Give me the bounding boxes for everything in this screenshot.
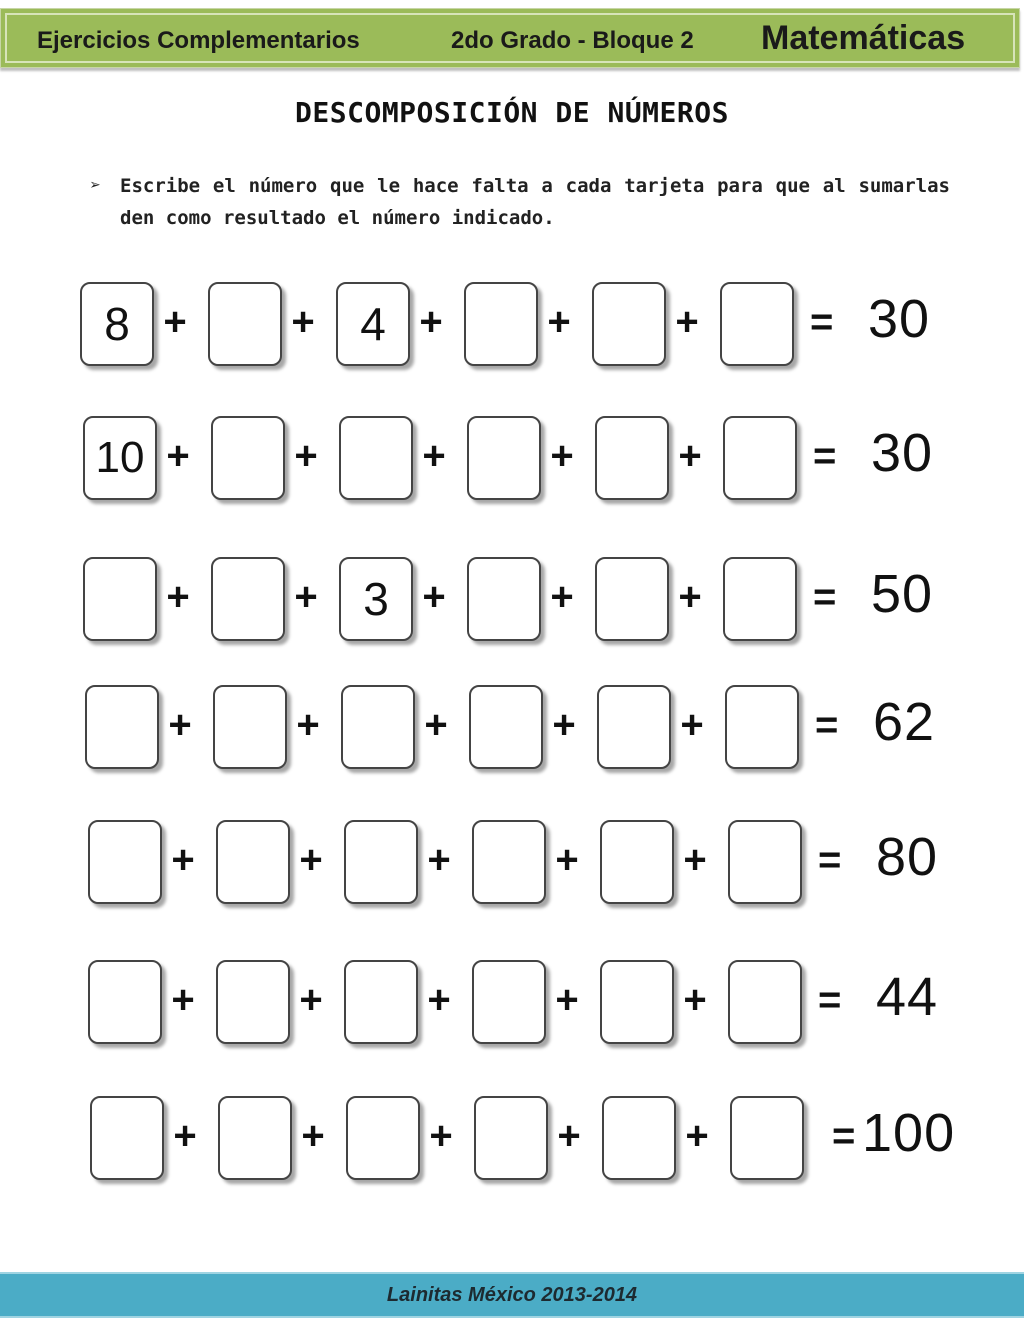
exercise-row xyxy=(88,960,968,1050)
plus-sign: + xyxy=(675,300,699,344)
plus-sign: + xyxy=(171,838,195,882)
blank-card[interactable] xyxy=(346,1096,420,1180)
blank-card[interactable] xyxy=(469,685,543,769)
equals-sign: = xyxy=(818,978,842,1022)
exercise-row xyxy=(90,1096,970,1186)
blank-card[interactable] xyxy=(730,1096,804,1180)
plus-sign: + xyxy=(291,300,315,344)
instruction-text: Escribe el número que le hace falta a cada tarjeta para que al sumarlas den como resultado el número indicado. xyxy=(120,175,950,229)
blank-card[interactable] xyxy=(339,416,413,500)
blank-card[interactable] xyxy=(211,557,285,641)
plus-sign: + xyxy=(557,1114,581,1158)
target-sum: 30 xyxy=(868,289,931,349)
plus-sign: + xyxy=(171,978,195,1022)
plus-sign: + xyxy=(424,703,448,747)
target-sum: 30 xyxy=(871,423,934,483)
plus-sign: + xyxy=(294,434,318,478)
plus-sign: + xyxy=(299,978,323,1022)
blank-card[interactable] xyxy=(216,820,290,904)
equals-sign: = xyxy=(813,434,837,478)
blank-card[interactable] xyxy=(472,960,546,1044)
blank-card[interactable] xyxy=(728,960,802,1044)
blank-card[interactable] xyxy=(467,557,541,641)
blank-card[interactable] xyxy=(725,685,799,769)
equals-sign: = xyxy=(810,300,834,344)
blank-card[interactable] xyxy=(720,282,794,366)
blank-card[interactable] xyxy=(595,416,669,500)
plus-sign: + xyxy=(173,1114,197,1158)
blank-card[interactable] xyxy=(208,282,282,366)
number-card: 3 xyxy=(339,557,413,641)
plus-sign: + xyxy=(683,838,707,882)
plus-sign: + xyxy=(680,703,704,747)
exercise-row xyxy=(83,416,963,506)
equals-sign: = xyxy=(813,575,837,619)
blank-card[interactable] xyxy=(597,685,671,769)
blank-card[interactable] xyxy=(213,685,287,769)
plus-sign: + xyxy=(163,300,187,344)
plus-sign: + xyxy=(427,838,451,882)
number-card: 4 xyxy=(336,282,410,366)
plus-sign: + xyxy=(294,575,318,619)
plus-sign: + xyxy=(422,575,446,619)
blank-card[interactable] xyxy=(728,820,802,904)
plus-sign: + xyxy=(678,434,702,478)
plus-sign: + xyxy=(427,978,451,1022)
blank-card[interactable] xyxy=(602,1096,676,1180)
blank-card[interactable] xyxy=(467,416,541,500)
plus-sign: + xyxy=(678,575,702,619)
blank-card[interactable] xyxy=(211,416,285,500)
target-sum: 44 xyxy=(876,967,939,1027)
blank-card[interactable] xyxy=(592,282,666,366)
exercise-row xyxy=(85,685,965,775)
plus-sign: + xyxy=(422,434,446,478)
blank-card[interactable] xyxy=(341,685,415,769)
plus-sign: + xyxy=(299,838,323,882)
plus-sign: + xyxy=(296,703,320,747)
plus-sign: + xyxy=(555,838,579,882)
plus-sign: + xyxy=(168,703,192,747)
plus-sign: + xyxy=(550,434,574,478)
number-card: 10 xyxy=(83,416,157,500)
plus-sign: + xyxy=(166,434,190,478)
header-grade-block: 2do Grado - Bloque 2 xyxy=(451,27,694,54)
equals-sign: = xyxy=(815,703,839,747)
equals-sign: = xyxy=(832,1114,856,1158)
target-sum: 62 xyxy=(873,692,936,752)
header-series-title: Ejercicios Complementarios xyxy=(37,27,360,54)
plus-sign: + xyxy=(550,575,574,619)
exercise-row xyxy=(88,820,968,910)
exercise-row xyxy=(80,282,960,372)
blank-card[interactable] xyxy=(344,960,418,1044)
blank-card[interactable] xyxy=(88,960,162,1044)
blank-card[interactable] xyxy=(90,1096,164,1180)
blank-card[interactable] xyxy=(723,557,797,641)
plus-sign: + xyxy=(301,1114,325,1158)
plus-sign: + xyxy=(166,575,190,619)
blank-card[interactable] xyxy=(600,960,674,1044)
plus-sign: + xyxy=(683,978,707,1022)
equals-sign: = xyxy=(818,838,842,882)
blank-card[interactable] xyxy=(474,1096,548,1180)
bullet-arrow-icon: ➢ xyxy=(90,175,101,196)
blank-card[interactable] xyxy=(83,557,157,641)
blank-card[interactable] xyxy=(216,960,290,1044)
plus-sign: + xyxy=(552,703,576,747)
page-title: DESCOMPOSICIÓN DE NÚMEROS xyxy=(295,96,729,129)
plus-sign: + xyxy=(429,1114,453,1158)
plus-sign: + xyxy=(555,978,579,1022)
blank-card[interactable] xyxy=(344,820,418,904)
blank-card[interactable] xyxy=(218,1096,292,1180)
plus-sign: + xyxy=(685,1114,709,1158)
target-sum: 80 xyxy=(876,827,939,887)
plus-sign: + xyxy=(547,300,571,344)
target-sum: 50 xyxy=(871,564,934,624)
footer-banner xyxy=(0,1272,1024,1318)
blank-card[interactable] xyxy=(85,685,159,769)
blank-card[interactable] xyxy=(600,820,674,904)
target-sum: 100 xyxy=(862,1103,956,1163)
footer-text: Lainitas México 2013-2014 xyxy=(386,1284,638,1306)
blank-card[interactable] xyxy=(723,416,797,500)
number-card: 8 xyxy=(80,282,154,366)
exercise-row xyxy=(83,557,963,647)
blank-card[interactable] xyxy=(88,820,162,904)
header-subject: Matemáticas xyxy=(761,19,966,57)
blank-card[interactable] xyxy=(472,820,546,904)
blank-card[interactable] xyxy=(464,282,538,366)
plus-sign: + xyxy=(419,300,443,344)
blank-card[interactable] xyxy=(595,557,669,641)
